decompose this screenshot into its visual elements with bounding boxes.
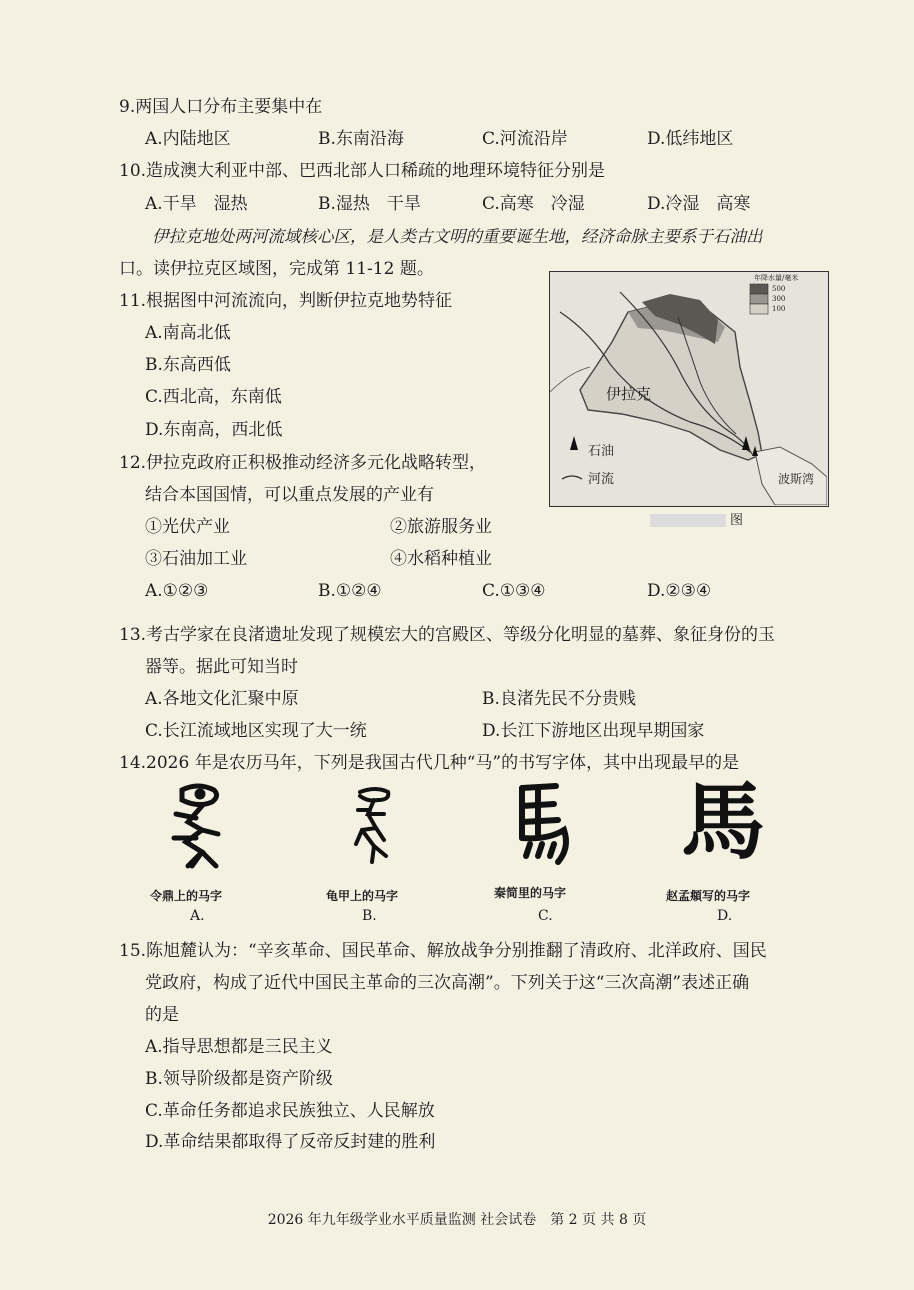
map-legend-300: 300 [772, 295, 786, 303]
q15-stem-2: 党政府，构成了近代中国民主革命的三次高潮”。下列关于这“三次高潮”表述正确 [145, 973, 750, 993]
q9-option-a: A.内陆地区 [145, 129, 231, 149]
q9-stem: 9.两国人口分布主要集中在 [119, 97, 323, 117]
map-legend-100: 100 [772, 305, 786, 313]
map-oil-legend-label: 石油 [588, 444, 615, 459]
horse-glyph-bronze [168, 782, 228, 874]
q11-option-d: D.东南高，西北低 [145, 420, 283, 440]
q14-caption-c: 秦简里的马字 [494, 886, 567, 900]
q13-stem-2: 器等。据此可知当时 [145, 657, 298, 677]
horse-glyph-kaishu: 馬 [680, 773, 765, 871]
q11-stem: 11.根据图中河流流向，判断伊拉克地势特征 [119, 291, 453, 311]
page-footer: 2026 年九年级学业水平质量监测 社会试卷 第 2 页 共 8 页 [267, 1212, 647, 1228]
q10-stem: 10.造成澳大利亚中部、巴西北部人口稀疏的地理环境特征分别是 [119, 161, 606, 181]
q15-option-c: C.革命任务都追求民族独立、人民解放 [145, 1101, 435, 1121]
horse-glyph-oracle-bone [350, 786, 400, 868]
q12-item-4: ④水稻种植业 [390, 549, 492, 569]
q14-stem: 14.2026 年是农历马年，下列是我国古代几种“马”的书写字体，其中出现最早的是 [119, 753, 740, 773]
q12-option-d: D.②③④ [647, 581, 712, 601]
q13-option-d: D.长江下游地区出现早期国家 [482, 721, 705, 741]
q9-option-b: B.东南沿海 [318, 129, 404, 149]
q11-option-b: B.东高西低 [145, 355, 231, 375]
q12-stem-1: 12.伊拉克政府正积极推动经济多元化战略转型， [119, 453, 487, 473]
q9-option-d: D.低纬地区 [647, 129, 734, 149]
q15-stem-1: 15.陈旭麓认为：“辛亥革命、国民革命、解放战争分别推翻了清政府、北洋政府、国民 [119, 941, 767, 961]
q10-option-b: B.湿热 干旱 [318, 194, 421, 214]
iraq-map-drawing [550, 272, 827, 505]
q14-letter-a: A. [190, 908, 205, 924]
q14-caption-d: 赵孟頫写的马字 [666, 889, 751, 903]
q14-caption-a: 令鼎上的马字 [150, 889, 223, 903]
q12-stem-2: 结合本国国情，可以重点发展的产业有 [145, 485, 434, 505]
q15-option-d: D.革命结果都取得了反帝反封建的胜利 [145, 1132, 436, 1152]
q15-option-a: A.指导思想都是三民主义 [145, 1037, 333, 1057]
q12-item-2: ②旅游服务业 [390, 517, 492, 537]
q11-option-c: C.西北高，东南低 [145, 387, 282, 407]
q14-letter-c: C. [538, 908, 553, 924]
q15-option-b: B.领导阶级都是资产阶级 [145, 1069, 333, 1089]
q14-letter-b: B. [362, 908, 377, 924]
q12-item-3: ③石油加工业 [145, 549, 247, 569]
q14-caption-b: 龟甲上的马字 [326, 889, 399, 903]
map-river-legend-label: 河流 [588, 472, 615, 487]
q10-option-a: A.干旱 湿热 [145, 194, 248, 214]
q12-option-a: A.①②③ [145, 581, 209, 601]
q12-option-b: B.①②④ [318, 581, 382, 601]
q13-option-a: A.各地文化汇聚中原 [145, 689, 299, 709]
q9-option-c: C.河流沿岸 [482, 129, 568, 149]
intro-line-2: 口。读伊拉克区域图，完成第 11-12 题。 [119, 259, 434, 279]
iraq-map [549, 271, 829, 507]
redacted-caption-bar [650, 514, 726, 527]
map-legend-title: 年降水量/毫米 [754, 274, 799, 282]
q10-option-d: D.冷湿 高寒 [647, 194, 751, 214]
q10-option-c: C.高寒 冷湿 [482, 194, 585, 214]
q12-option-c: C.①③④ [482, 581, 546, 601]
map-legend-500: 500 [772, 285, 786, 293]
q13-stem-1: 13.考古学家在良渚遗址发现了规模宏大的宫殿区、等级分化明显的墓葬、象征身份的玉 [119, 625, 776, 645]
intro-line-1: 伊拉克地处两河流域核心区，是人类古文明的重要诞生地，经济命脉主要系于石油出 [152, 227, 763, 246]
q14-letter-d: D. [717, 908, 733, 924]
q13-option-b: B.良渚先民不分贵贱 [482, 689, 636, 709]
map-country-label: 伊拉克 [606, 385, 652, 403]
map-caption-text: 图 [730, 513, 744, 528]
map-caption [650, 512, 743, 530]
q13-option-c: C.长江流域地区实现了大一统 [145, 721, 367, 741]
map-gulf-label: 波斯湾 [778, 472, 815, 486]
q15-stem-3: 的是 [145, 1005, 179, 1025]
q12-item-1: ①光伏产业 [145, 517, 230, 537]
q11-option-a: A.南高北低 [145, 323, 231, 343]
horse-glyph-qin-slip [508, 778, 578, 870]
